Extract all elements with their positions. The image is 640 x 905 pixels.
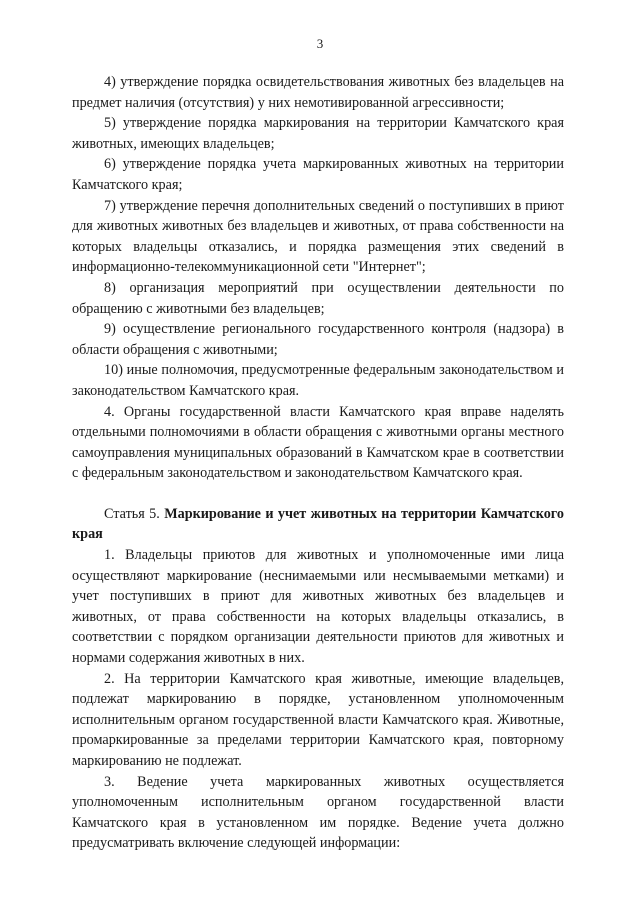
- article-prefix: Статья 5.: [104, 505, 165, 522]
- list-item: 5) утверждение порядка маркирования на территории Камчатского края животных, имеющих владельцев;: [72, 115, 564, 152]
- article-paragraph: 3. Ведение учета маркированных животных осуществляется уполномоченным исполнительным органом государственной власти Камчатского края в установленном им порядке. Ведение учета должно предусматривать включение следующей информации:: [72, 773, 564, 852]
- page-number: 3: [316, 36, 324, 51]
- list-item: 6) утверждение порядка учета маркированных животных на территории Камчатского края;: [72, 156, 564, 193]
- document-body: [72, 72, 564, 854]
- clause-4: 4. Органы государственной власти Камчатского края вправе наделять отдельными полномочиями в области обращения с животными органы местного самоуправления муниципальных образований в Камчатском крае в соответствии с федеральным законодательством и законодательством Камчатского края.: [72, 403, 564, 482]
- article-paragraph: 2. На территории Камчатского края животные, имеющие владельцев, подлежат маркированию в порядке, установленном уполномоченным исполнительным органом государственной власти Камчатского края. Животные, промаркированные за пределами территории Камчатского края, повторному маркированию не подлежат.: [72, 670, 564, 769]
- section-gap: [72, 484, 564, 504]
- list-item: 9) осуществление регионального государственного контроля (надзора) в области обращения с животными;: [72, 321, 564, 358]
- article-heading: [72, 504, 564, 545]
- list-item: 8) организация мероприятий при осуществлении деятельности по обращению с животными без владельцев;: [72, 279, 564, 317]
- article-title: Маркирование и учет животных на территории Камчатского края: [72, 505, 564, 543]
- list-item: 7) утверждение перечня дополнительных сведений о поступивших в приют для животных животных без владельцев и животных, от права собственности на которых владельцы отказались, и порядка размещения этих сведений в информационно-телекоммуникационной сети "Интернет";: [72, 197, 564, 276]
- list-item: 4) утверждение порядка освидетельствования животных без владельцев на предмет наличия (отсутствия) у них немотивированной агрессивности;: [72, 74, 564, 111]
- article-paragraph: 1. Владельцы приютов для животных и уполномоченные ими лица осуществляют маркирование (неснимаемыми или несмываемыми метками) и учет поступивших в приют для животных животных без владельцев и животных, от права собственности на которых владельцы отказались, в соответствии с порядком организации деятельности приютов для животных и нормами содержания животных в них.: [72, 547, 564, 667]
- list-item: 10) иные полномочия, предусмотренные федеральным законодательством и законодательством Камчатского края.: [72, 362, 564, 399]
